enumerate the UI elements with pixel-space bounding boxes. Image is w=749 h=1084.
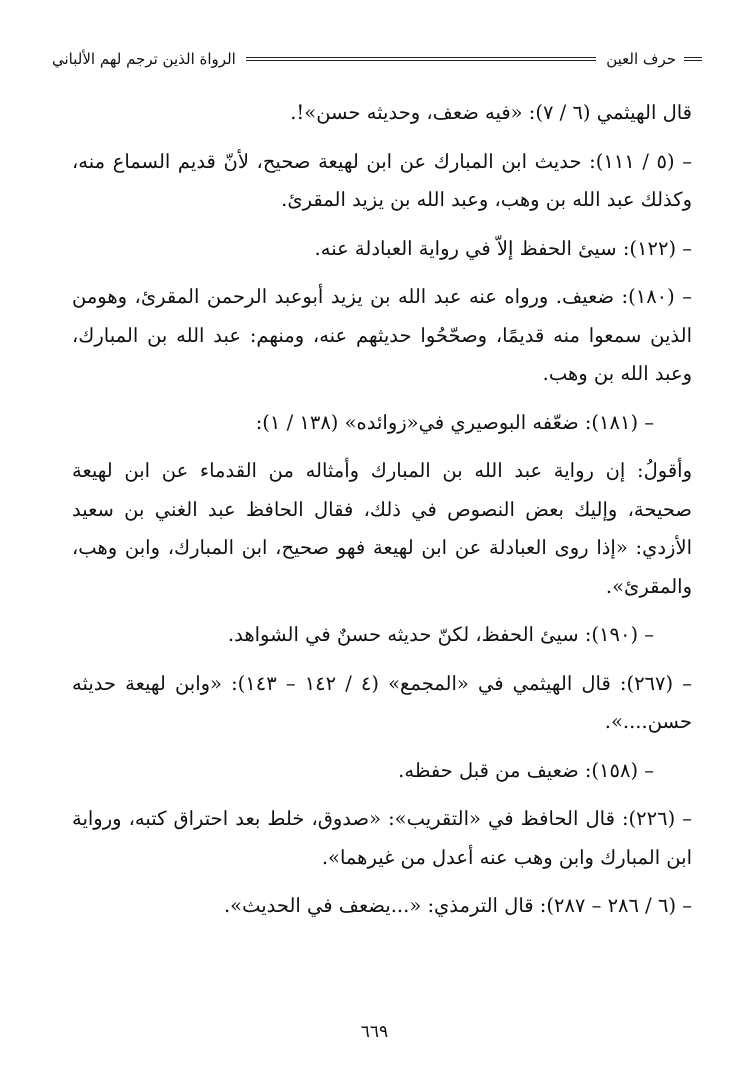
paragraph-6: وأقولُ: إن رواية عبد الله بن المبارك وأمثاله من القدماء عن ابن لهيعة صحيحة، وإليك بعض النصوص في ذلك، فقال الحافظ عبد الغني بن سعيد الأزدي: «إذا روى العبادلة عن ابن لهيعة فهو صحيح، ابن المبارك، وابن وهب، والمقرئ».	[72, 459, 692, 598]
paragraph-9: – (١٥٨): ضعيف من قبل حفظه.	[398, 758, 654, 782]
running-header	[52, 44, 702, 74]
paragraph-4: – (١٨٠): ضعيف. ورواه عنه عبد الله بن يزيد أبوعبد الرحمن المقرئ، وهومن الذين سمعوا منه قديمًا، وصحّحُوا حديثهم عنه، ومنهم: عبد الله بن المبارك، وعبد الله بن وهب.	[72, 285, 692, 385]
paragraph-11: – (٦ / ٢٨٦ – ٢٨٧): قال الترمذي: «...يضعف في الحديث».	[223, 894, 692, 917]
chapter-title: حرف العين	[606, 50, 676, 68]
header-dash	[684, 57, 702, 61]
paragraph-7: – (١٩٠): سيئ الحفظ، لكنّ حديثه حسنٌ في الشواهد.	[227, 623, 654, 646]
header-rule	[246, 57, 596, 61]
book-title: الرواة الذين ترجم لهم الألباني	[52, 50, 236, 68]
paragraph-8: – (٢٦٧): قال الهيثمي في «المجمع» (٤ / ١٤٢ – ١٤٣): «وابن لهيعة حديثه حسن....».	[72, 671, 692, 733]
paragraph-10: – (٢٢٦): قال الحافظ في «التقريب»: «صدوق، خلط بعد احتراق كتبه، ورواية ابن المبارك وابن وهب عنه أعدل من غيرهما».	[72, 807, 692, 869]
paragraph-5: – (١٨١): ضعّفه البوصيري في«زوائده» (١٣٨ / ١):	[255, 410, 654, 434]
paragraph-3: – (١٢٢): سيئ الحفظ إلاّ في رواية العبادلة عنه.	[314, 236, 692, 260]
paragraph-2: – (٥ / ١١١): حديث ابن المبارك عن ابن لهيعة صحيح، لأنّ قديم السماع منه، وكذلك عبد الله بن وهب، وعبد الله بن يزيد المقرئ.	[72, 149, 693, 211]
paragraph-1: قال الهيثمي (٦ / ٧): «فيه ضعف، وحديثه حسن»!.	[290, 101, 692, 124]
body-text	[72, 94, 692, 936]
page-number: ٦٦٩	[360, 1022, 389, 1042]
